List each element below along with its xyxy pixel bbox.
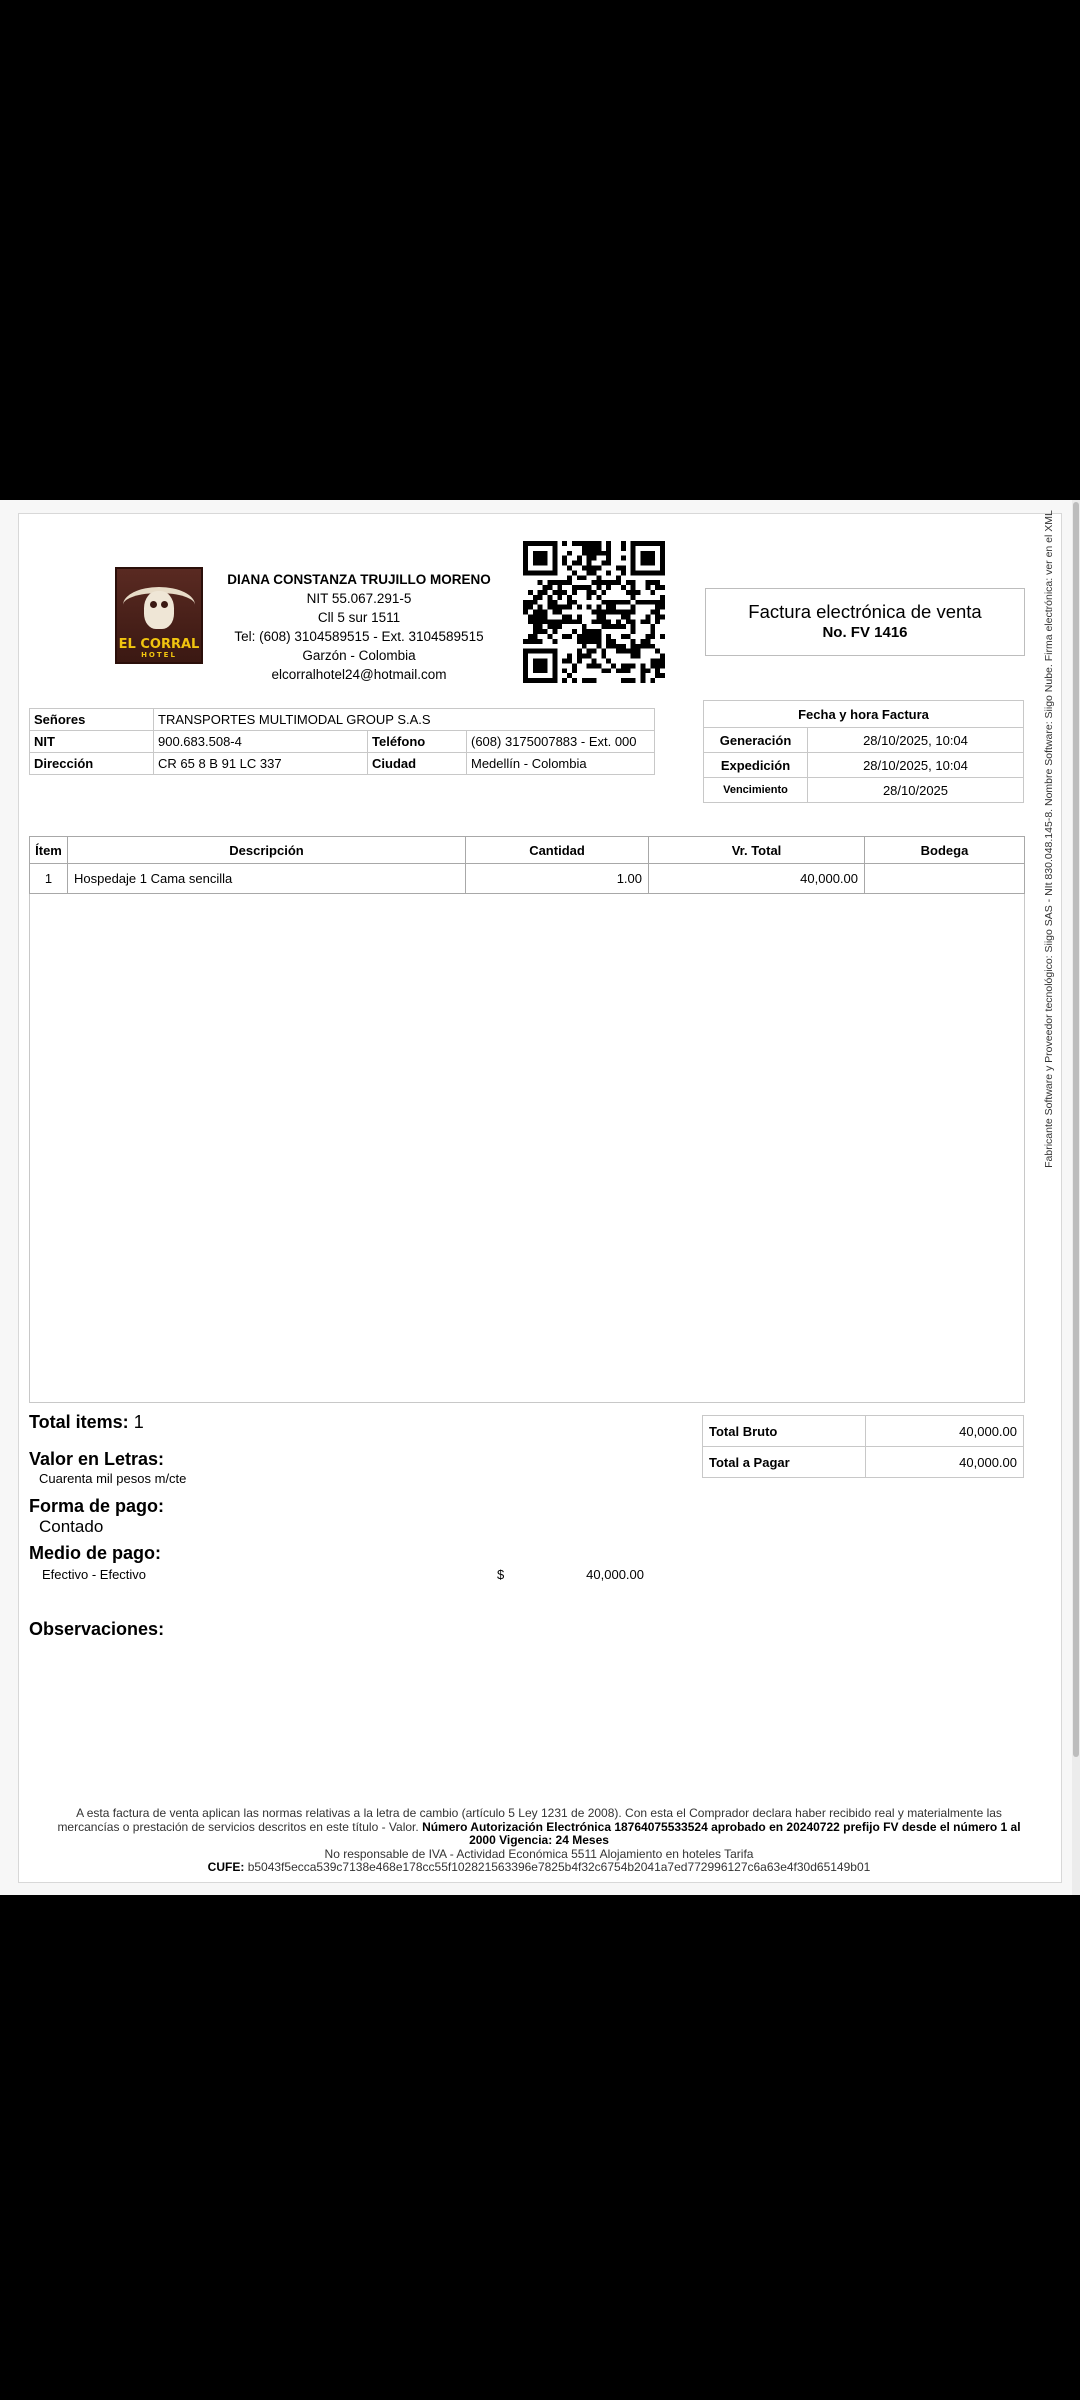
scrollbar[interactable] bbox=[1072, 500, 1080, 1895]
client-address-label: Dirección bbox=[30, 753, 154, 775]
legal-text: A esta factura de venta aplican las normas relativas a la letra de cambio (artículo 5 Ley 1231 de 2008). Con esta el Comprador declara haber recibido real y materialmente las mercancías o prestación de servicios descritos en este título - Valor. bbox=[57, 1806, 1002, 1834]
scrollbar-thumb[interactable] bbox=[1073, 502, 1079, 1757]
software-provider-text: Fabricante Software y Proveedor tecnológico: Siigo SAS - NIt 830.048.145-8. Nombre Software: Siigo Nube. Firma electrónica: ver en el XML bbox=[1043, 510, 1055, 1168]
invoice-title: Factura electrónica de venta bbox=[748, 601, 982, 622]
issuer-name: DIANA CONSTANZA TRUJILLO MORENO bbox=[227, 572, 491, 587]
client-nit-label: NIT bbox=[30, 731, 154, 753]
issuer-city: Garzón - Colombia bbox=[302, 648, 416, 663]
row-description: Hospedaje 1 Cama sencilla bbox=[68, 864, 466, 894]
items-table bbox=[29, 836, 1025, 894]
row-warehouse bbox=[865, 864, 1025, 894]
client-address: CR 65 8 B 91 LC 337 bbox=[154, 753, 368, 775]
payment-method: Efectivo - Efectivo bbox=[42, 1567, 147, 1582]
client-city: Medellín - Colombia bbox=[467, 753, 655, 775]
logo-eye bbox=[161, 601, 168, 608]
client-phone: (608) 3175007883 - Ext. 000 bbox=[467, 731, 655, 753]
client-phone-label: Teléfono bbox=[368, 731, 467, 753]
logo-eye bbox=[150, 601, 157, 608]
invoice-number: No. FV 1416 bbox=[822, 624, 908, 641]
payment-amount: 40,000.00 bbox=[586, 1567, 644, 1582]
row-item: 1 bbox=[30, 864, 68, 894]
generation-date: 28/10/2025, 10:04 bbox=[808, 728, 1024, 753]
logo-text: EL CORRAL bbox=[118, 637, 200, 652]
qr-code bbox=[523, 541, 665, 683]
tax-regime: No responsable de IVA - Actividad Económica 5511 Alojamiento en hoteles Tarifa bbox=[324, 1846, 754, 1861]
generation-label: Generación bbox=[704, 728, 808, 753]
observations-label: Observaciones: bbox=[29, 1619, 165, 1639]
company-logo bbox=[115, 567, 203, 664]
dates-table bbox=[703, 700, 1024, 803]
amount-due: 40,000.00 bbox=[866, 1447, 1024, 1478]
items-area bbox=[29, 836, 1025, 1403]
logo-subtext: HOTEL bbox=[141, 651, 177, 659]
col-total: Vr. Total bbox=[649, 837, 865, 864]
authorization-text: Número Autorización Electrónica 18764075533524 aprobado en 20240722 prefijo FV desde el número 1 al 2000 Vigencia: 24 Meses bbox=[422, 1819, 1021, 1847]
invoice-page bbox=[18, 510, 1062, 1883]
issuer-email: elcorralhotel24@hotmail.com bbox=[271, 667, 447, 682]
issue-date: 28/10/2025, 10:04 bbox=[808, 753, 1024, 778]
payment-form: Contado bbox=[39, 1517, 104, 1536]
client-city-label: Ciudad bbox=[368, 753, 467, 775]
total-items-label: Total items: bbox=[29, 1412, 129, 1432]
col-warehouse: Bodega bbox=[865, 837, 1025, 864]
client-senores-label: Señores bbox=[30, 709, 154, 731]
payment-method-label: Medio de pago: bbox=[29, 1543, 161, 1563]
software-provider-note bbox=[1039, 510, 1059, 1168]
amount-words: Cuarenta mil pesos m/cte bbox=[39, 1471, 187, 1486]
cufe-value: b5043f5ecca539c7138e468e178cc55f102821563396e7825b4f32c6754b2041a7ed772996127c6a63e4f30d65149b01 bbox=[247, 1860, 871, 1874]
cufe bbox=[49, 1861, 1029, 1875]
issuer-phone: Tel: (608) 3104589515 - Ext. 3104589515 bbox=[234, 629, 484, 644]
document-viewer bbox=[0, 500, 1080, 1895]
payment-currency: $ bbox=[497, 1567, 505, 1582]
cufe-label: CUFE: bbox=[207, 1860, 245, 1874]
due-label: Vencimiento bbox=[704, 778, 808, 803]
dates-header: Fecha y hora Factura bbox=[704, 701, 1024, 728]
row-quantity: 1.00 bbox=[466, 864, 649, 894]
due-date: 28/10/2025 bbox=[808, 778, 1024, 803]
legal-footer bbox=[49, 1807, 1029, 1875]
issuer-nit: NIT 55.067.291-5 bbox=[306, 591, 412, 606]
issuer-address: Cll 5 sur 1511 bbox=[317, 610, 401, 625]
total-items bbox=[29, 1412, 144, 1433]
col-item: Ítem bbox=[30, 837, 68, 864]
col-description: Descripción bbox=[68, 837, 466, 864]
table-row bbox=[30, 864, 1025, 894]
legal-notice bbox=[49, 1807, 1029, 1848]
amount-words-label: Valor en Letras: bbox=[29, 1449, 165, 1469]
totals-table bbox=[702, 1415, 1024, 1478]
client-name: TRANSPORTES MULTIMODAL GROUP S.A.S bbox=[154, 709, 655, 731]
invoice-title-box bbox=[705, 588, 1025, 656]
total-items-value: 1 bbox=[133, 1412, 144, 1432]
row-total: 40,000.00 bbox=[649, 864, 865, 894]
gross-total: 40,000.00 bbox=[866, 1416, 1024, 1447]
client-nit: 900.683.508-4 bbox=[154, 731, 368, 753]
issue-label: Expedición bbox=[704, 753, 808, 778]
col-quantity: Cantidad bbox=[466, 837, 649, 864]
issuer-info bbox=[209, 570, 509, 684]
client-table bbox=[29, 708, 655, 775]
amount-due-label: Total a Pagar bbox=[703, 1447, 866, 1478]
gross-total-label: Total Bruto bbox=[703, 1416, 866, 1447]
logo-skull bbox=[144, 591, 174, 629]
payment-form-label: Forma de pago: bbox=[29, 1496, 165, 1516]
